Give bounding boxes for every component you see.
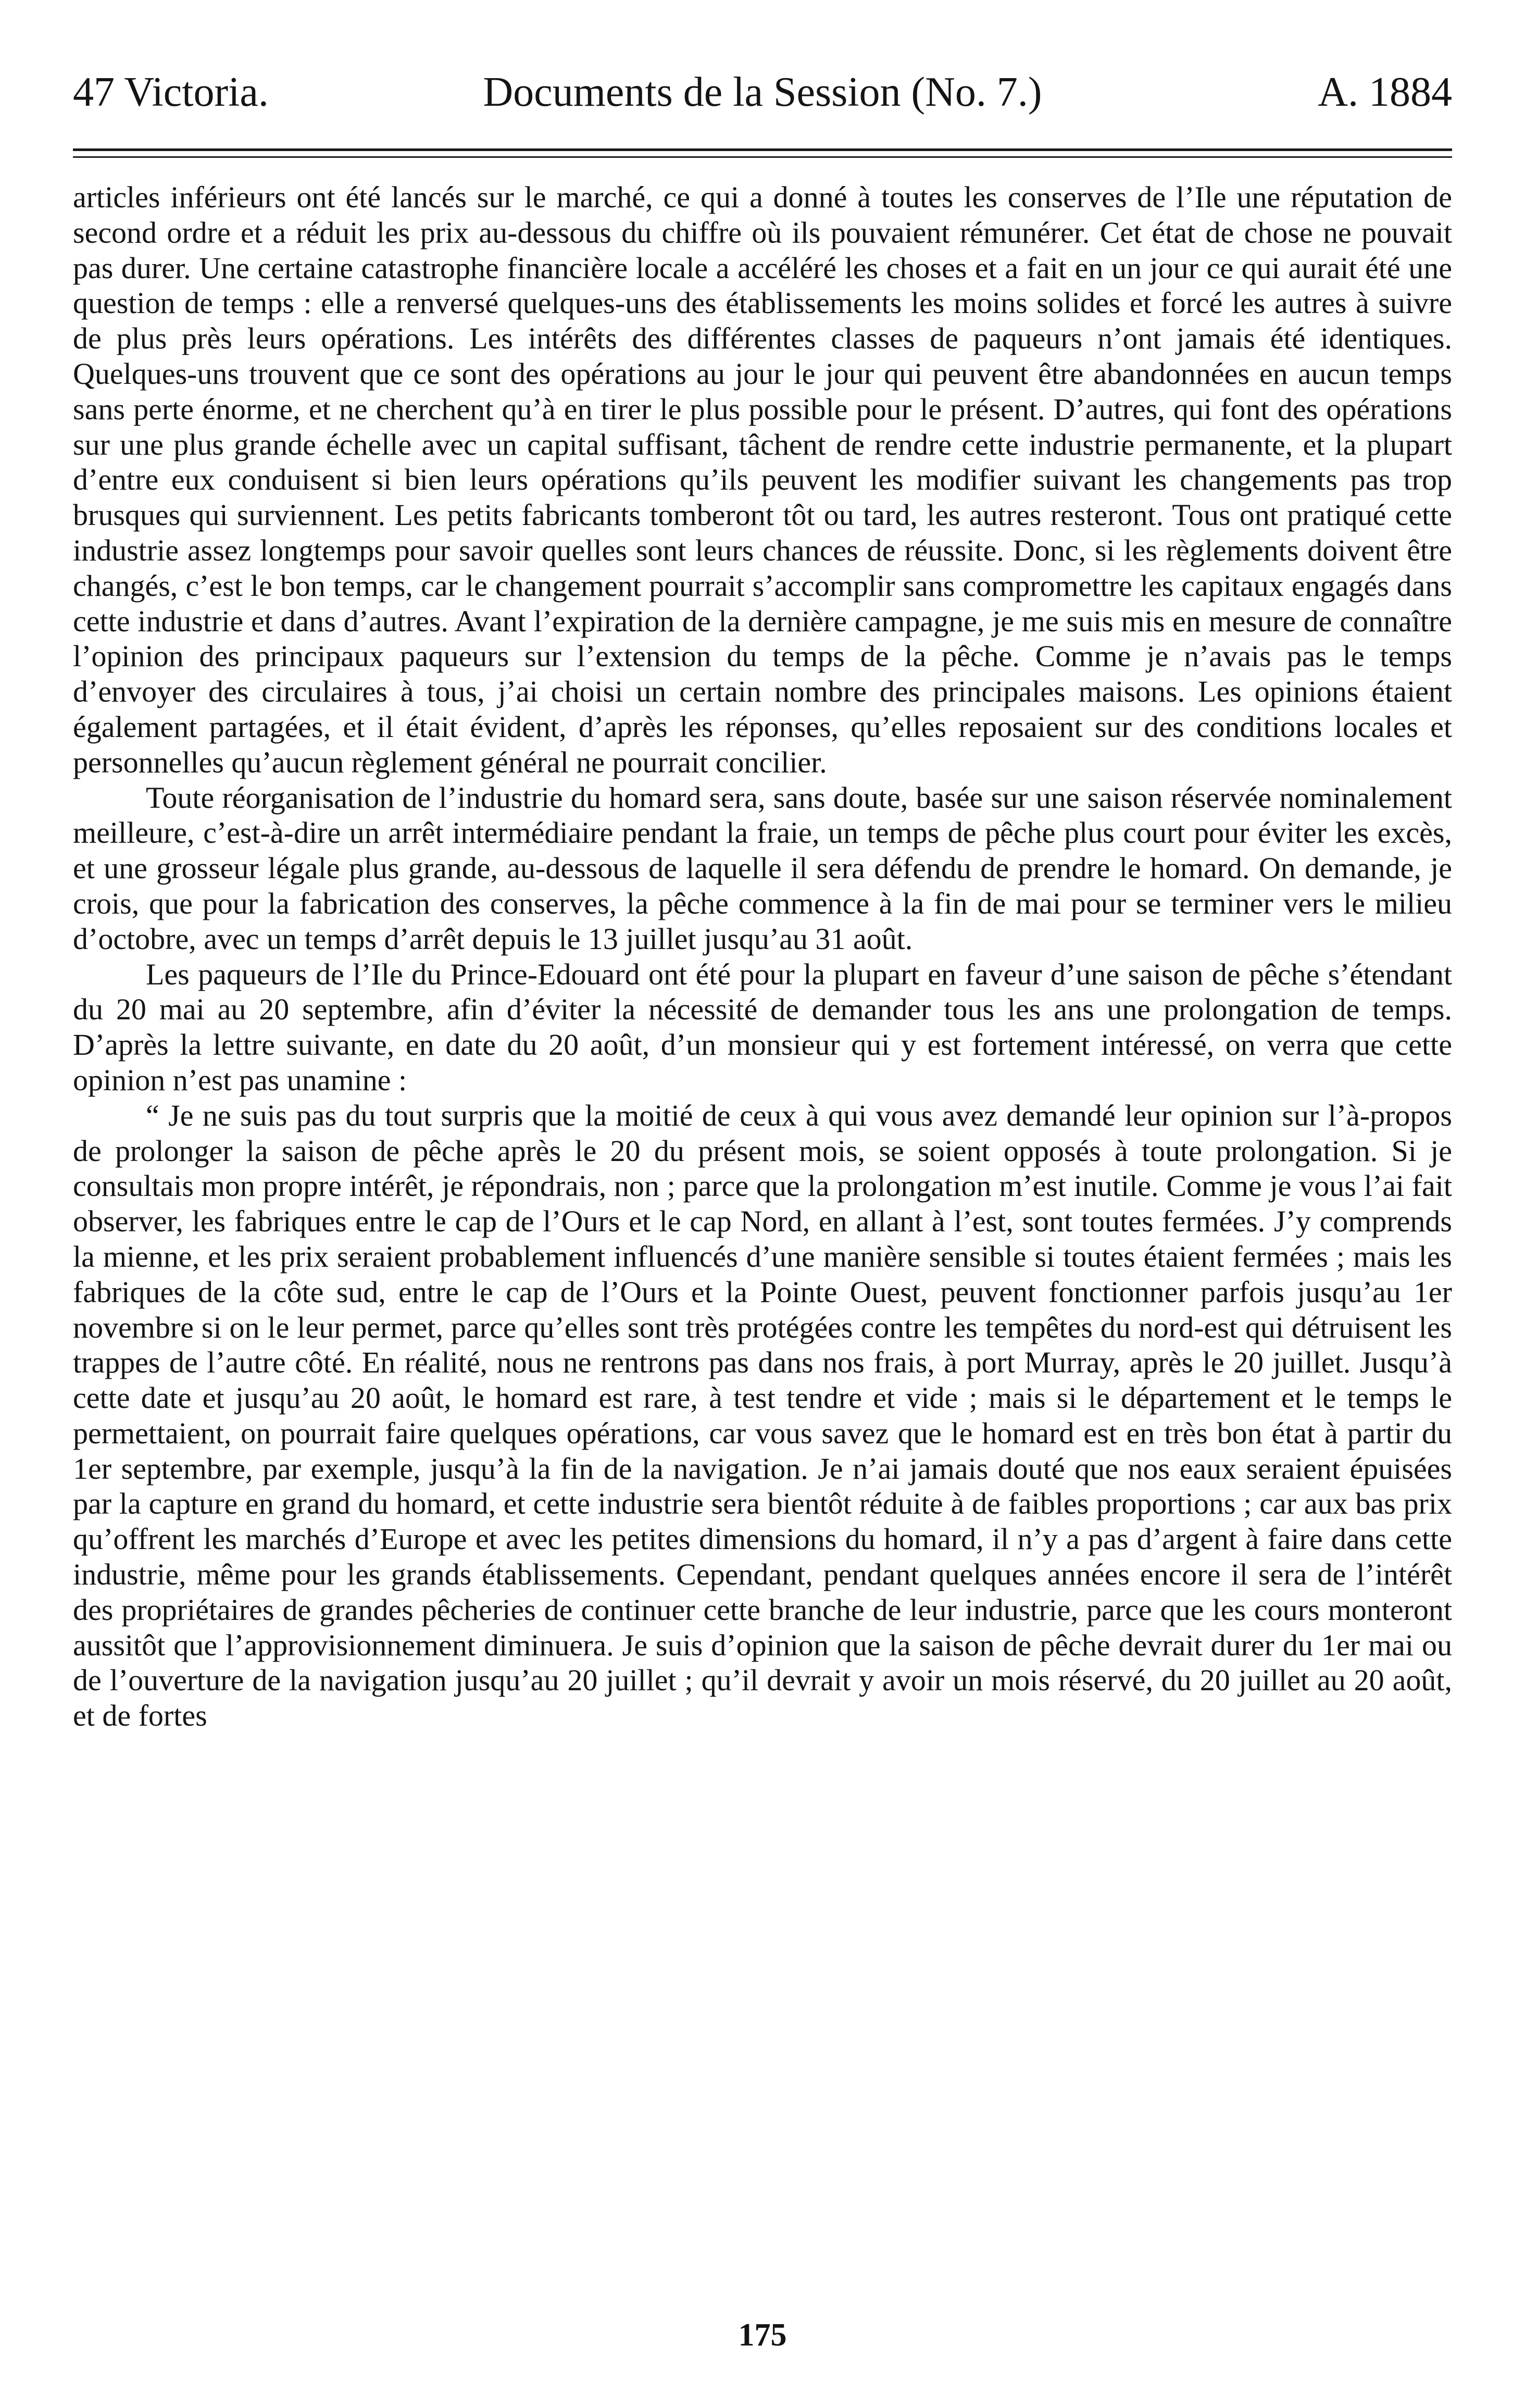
paragraph-quoted-letter: “ Je ne suis pas du tout surpris que la moitié de ceux à qui vous avez demandé leur opinion sur l’à-propos de prolonger la saison de pêche après le 20 du présent mois, se soient opposés à toute prolongation. Si je consultais mon propre intérêt, je répondrais, non ; parce que la prolongation m’est inutile. Comme je vous l’ai fait observer, les fabriques entre le cap de l’Ours et le cap Nord, en allant à l’est, sont toutes fermées. J’y comprends la mienne, et les prix seraient probablement influencés d’une manière sensible si toutes étaient fermées ; mais les fabriques de la côte sud, entre le cap de l’Ours et la Pointe Ouest, peuvent fonctionner parfois jusqu’au 1er novembre si on le leur permet, parce qu’elles sont très protégées contre les tempêtes du nord-est qui détruisent les trappes de l’autre côté. En réalité, nous ne rentrons pas dans nos frais, à port Murray, après le 20 juillet. Jusqu’à cette date et jusqu’au 20 août, le homard est rare, à test tendre et vide ; mais si le département et le temps le permettaient, on pourrait faire quelques opérations, car vous savez que le homard est en très bon état à partir du 1er septembre, par exemple, jusqu’à la fin de la navigation. Je n’ai jamais douté que nos eaux seraient épuisées par la capture en grand du homard, et cette industrie sera bientôt réduite à de faibles proportions ; car aux bas prix qu’offrent les marchés d’Europe et avec les petites dimensions du homard, il n’y a pas d’argent à faire dans cette industrie, même pour les grands établissements. Cependant, pendant quelques années encore il sera de l’intérêt des propriétaires de grandes pêcheries de continuer cette branche de leur industrie, parce que les cours monteront aussitôt que l’approvisionnement diminuera. Je suis d’opinion que la saison de pêche devrait durer du 1er mai ou de l’ouverture de la navigation jusqu’au 20 juillet ; qu’il devrait y avoir un mois réservé, du 20 juillet au 20 août, et de fortes — [73, 1098, 1452, 1733]
running-header — [73, 58, 1452, 126]
body-text — [73, 180, 1452, 1733]
header-year: A. 1884 — [1318, 69, 1452, 115]
paragraph-continuation: articles inférieurs ont été lancés sur le marché, ce qui a donné à toutes les conserves de l’Ile une réputation de second ordre et a réduit les prix au-dessous du chiffre où ils pouvaient rémunérer. Cet état de chose ne pouvait pas durer. Une certaine catastrophe financière locale a accéléré les choses et a fait en un jour ce qui aurait été une question de temps : elle a renversé quelques-uns des établissements les moins solides et forcé les autres à suivre de plus près leurs opérations. Les intérêts des différentes classes de paqueurs n’ont jamais été identiques. Quelques-uns trouvent que ce sont des opérations au jour le jour qui peuvent être abandonnées en aucun temps sans perte énorme, et ne cherchent qu’à en tirer le plus possible pour le présent. D’autres, qui font des opérations sur une plus grande échelle avec un capital suffisant, tâchent de rendre cette industrie permanente, et la plupart d’entre eux conduisent si bien leurs opérations qu’ils peuvent les modifier suivant les changements pas trop brusques qui surviennent. Les petits fabricants tomberont tôt ou tard, les autres resteront. Tous ont pratiqué cette industrie assez longtemps pour savoir quelles sont leurs chances de réussite. Donc, si les règlements doivent être changés, c’est le bon temps, car le changement pourrait s’accomplir sans compromettre les capitaux engagés dans cette industrie et dans d’autres. Avant l’expiration de la dernière campagne, je me suis mis en mesure de connaître l’opinion des principaux paqueurs sur l’extension du temps de la pêche. Comme je n’avais pas le temps d’envoyer des circulaires à tous, j’ai choisi un certain nombre des principales maisons. Les opinions étaient également partagées, et il était évident, d’après les réponses, qu’elles reposaient sur des conditions locales et personnelles qu’aucun règlement général ne pourrait concilier. — [73, 180, 1452, 779]
page-number: 175 — [738, 2317, 787, 2353]
header-document-title: Documents de la Session (No. 7.) — [483, 69, 1042, 115]
paragraph-lobster-reorganisation: Toute réorganisation de l’industrie du homard sera, sans doute, basée sur une saison réservée nominalement meilleure, c’est-à-dire un arrêt intermédiaire pendant la fraie, un temps de pêche plus court pour éviter les excès, et une grosseur légale plus grande, au-dessous de laquelle il sera défendu de prendre le homard. On demande, je crois, que pour la fabrication des conserves, la pêche commence à la fin de mai pour se terminer vers le milieu d’octobre, avec un temps d’arrêt depuis le 13 juillet jusqu’au 31 août. — [73, 780, 1452, 956]
header-rule-thin — [73, 156, 1452, 158]
paragraph-packers-opinion: Les paqueurs de l’Ile du Prince-Edouard ont été pour la plupart en faveur d’une saison de pêche s’étendant du 20 mai au 20 septembre, afin d’éviter la nécessité de demander tous les ans une prolongation de temps. D’après la lettre suivante, en date du 20 août, d’un monsieur qui y est fortement intéressé, on verra que cette opinion n’est pas unamine : — [73, 957, 1452, 1097]
header-rule-thick — [73, 148, 1452, 151]
header-session-year: 47 Victoria. — [73, 69, 269, 115]
